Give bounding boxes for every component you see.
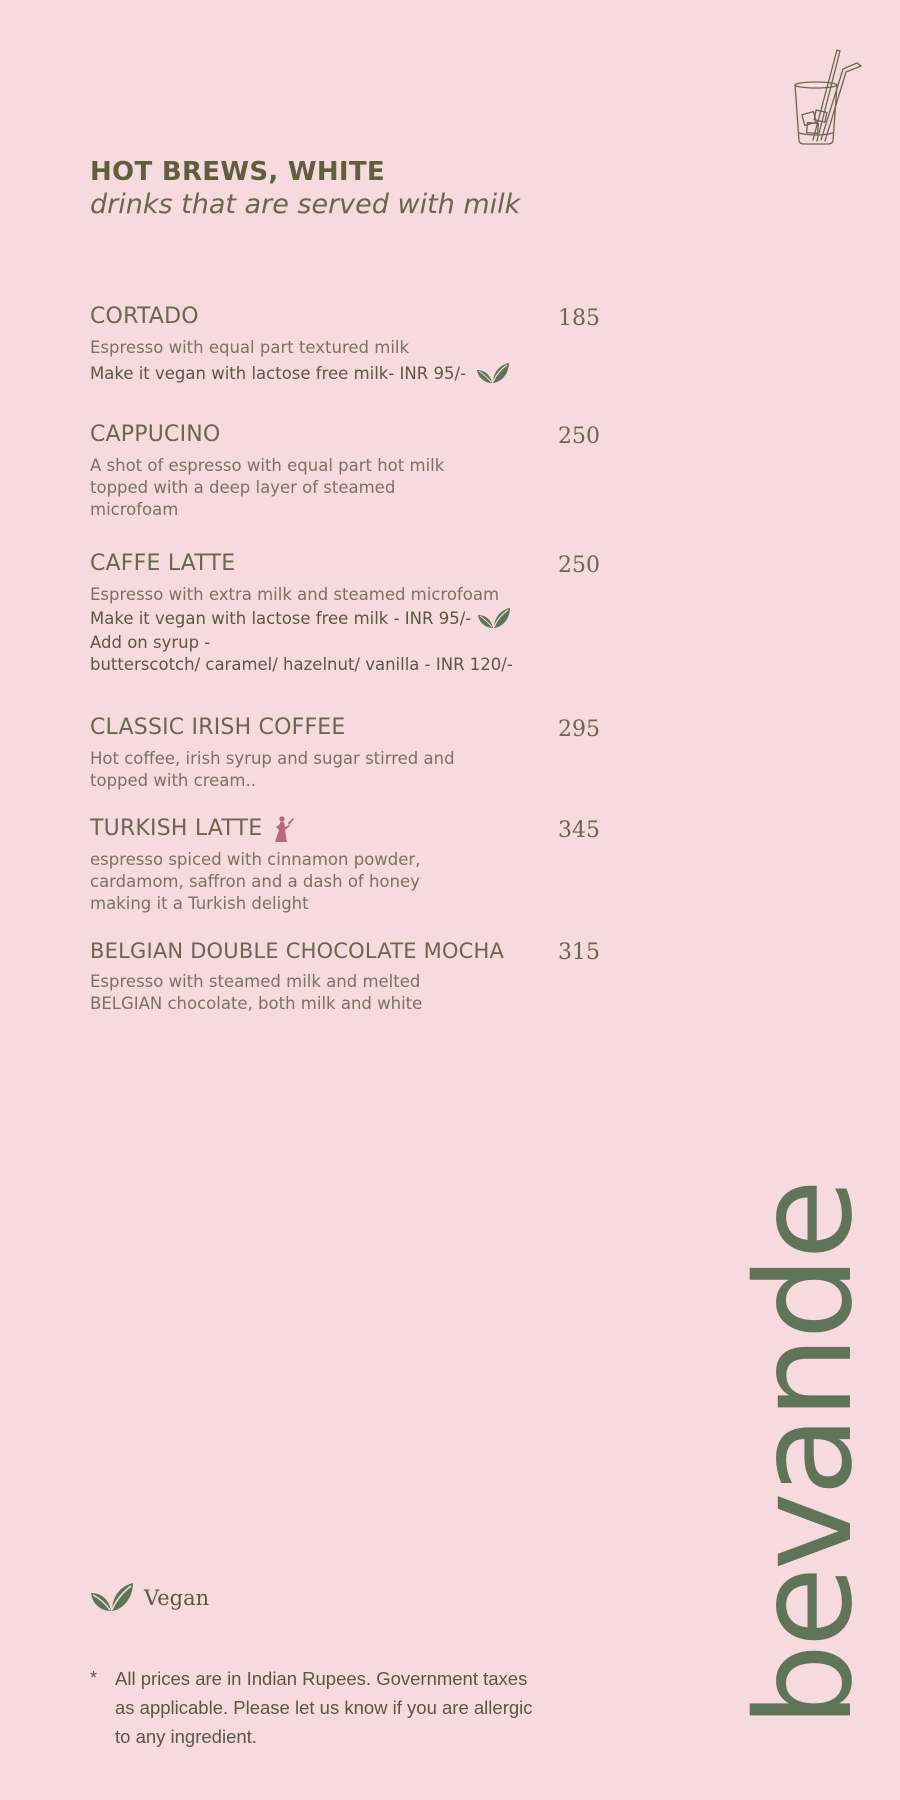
- item-price: 295: [558, 717, 600, 742]
- section-subtitle: drinks that are served with milk: [90, 189, 521, 220]
- item-description: Espresso with equal part textured milk: [90, 338, 410, 357]
- vegan-legend: [90, 1580, 209, 1616]
- item-name: CORTADO: [90, 304, 199, 329]
- item-price: 315: [558, 940, 600, 965]
- item-description: A shot of espresso with equal part hot milk topped with a deep layer of steamed microfoam: [90, 456, 445, 519]
- item-name: CAPPUCINO: [90, 422, 221, 447]
- item-price: 250: [558, 553, 600, 578]
- price-footnote: [90, 1664, 550, 1751]
- syrup-addon-options: butterscotch/ caramel/ hazelnut/ vanilla - INR 120/-: [90, 655, 513, 674]
- vegan-leaf-icon: [477, 606, 511, 632]
- vegan-note-text: Make it vegan with lactose free milk - INR 95/-: [90, 609, 472, 628]
- footnote-asterisk: *: [90, 1668, 98, 1688]
- legend-label: Vegan: [144, 1586, 210, 1610]
- item-vegan-note: [90, 361, 600, 387]
- item-description: Espresso with extra milk and steamed microfoam: [90, 585, 500, 604]
- vegan-leaf-icon: [90, 1580, 134, 1616]
- item-name: BELGIAN DOUBLE CHOCOLATE MOCHA: [90, 939, 505, 963]
- vegan-note-text: Make it vegan with lactose free milk- INR 95/-: [90, 364, 466, 383]
- footnote-text: All prices are in Indian Rupees. Government taxes as applicable. Please let us know if you are allergic to any ingredient.: [115, 1668, 533, 1747]
- item-vegan-note: [90, 606, 600, 632]
- syrup-addon-label: Add on syrup -: [90, 633, 211, 652]
- brand-logo: [728, 1150, 882, 1760]
- menu-item-belgian-double-chocolate-mocha: [90, 937, 600, 1015]
- item-description: espresso spiced with cinnamon powder, cardamom, saffron and a dash of honey making it a Turkish delight: [90, 850, 421, 913]
- section-title: HOT BREWS, WHITE: [90, 157, 385, 187]
- item-name: TURKISH LATTE: [90, 816, 263, 841]
- brand-wordmark: bevande: [728, 1182, 882, 1728]
- turkish-woman-icon: [270, 815, 296, 843]
- item-name: CLASSIC IRISH COFFEE: [90, 715, 346, 740]
- item-description: Espresso with steamed milk and melted BELGIAN chocolate, both milk and white: [90, 972, 423, 1013]
- menu-item-cappucino: [90, 421, 600, 521]
- item-price: 345: [558, 818, 600, 843]
- item-price: 185: [558, 306, 600, 331]
- vegan-leaf-icon: [476, 361, 510, 387]
- menu-item-turkish-latte: [90, 815, 600, 915]
- glass-with-straws-icon: [785, 45, 865, 150]
- menu-item-cortado: [90, 303, 600, 387]
- item-price: 250: [558, 424, 600, 449]
- menu-item-classic-irish-coffee: [90, 714, 600, 792]
- item-description: Hot coffee, irish syrup and sugar stirred and topped with cream..: [90, 749, 455, 790]
- item-name-row: [90, 815, 600, 843]
- menu-item-caffe-latte: [90, 550, 600, 676]
- item-name: CAFFE LATTE: [90, 551, 236, 576]
- section-heading: [90, 156, 610, 222]
